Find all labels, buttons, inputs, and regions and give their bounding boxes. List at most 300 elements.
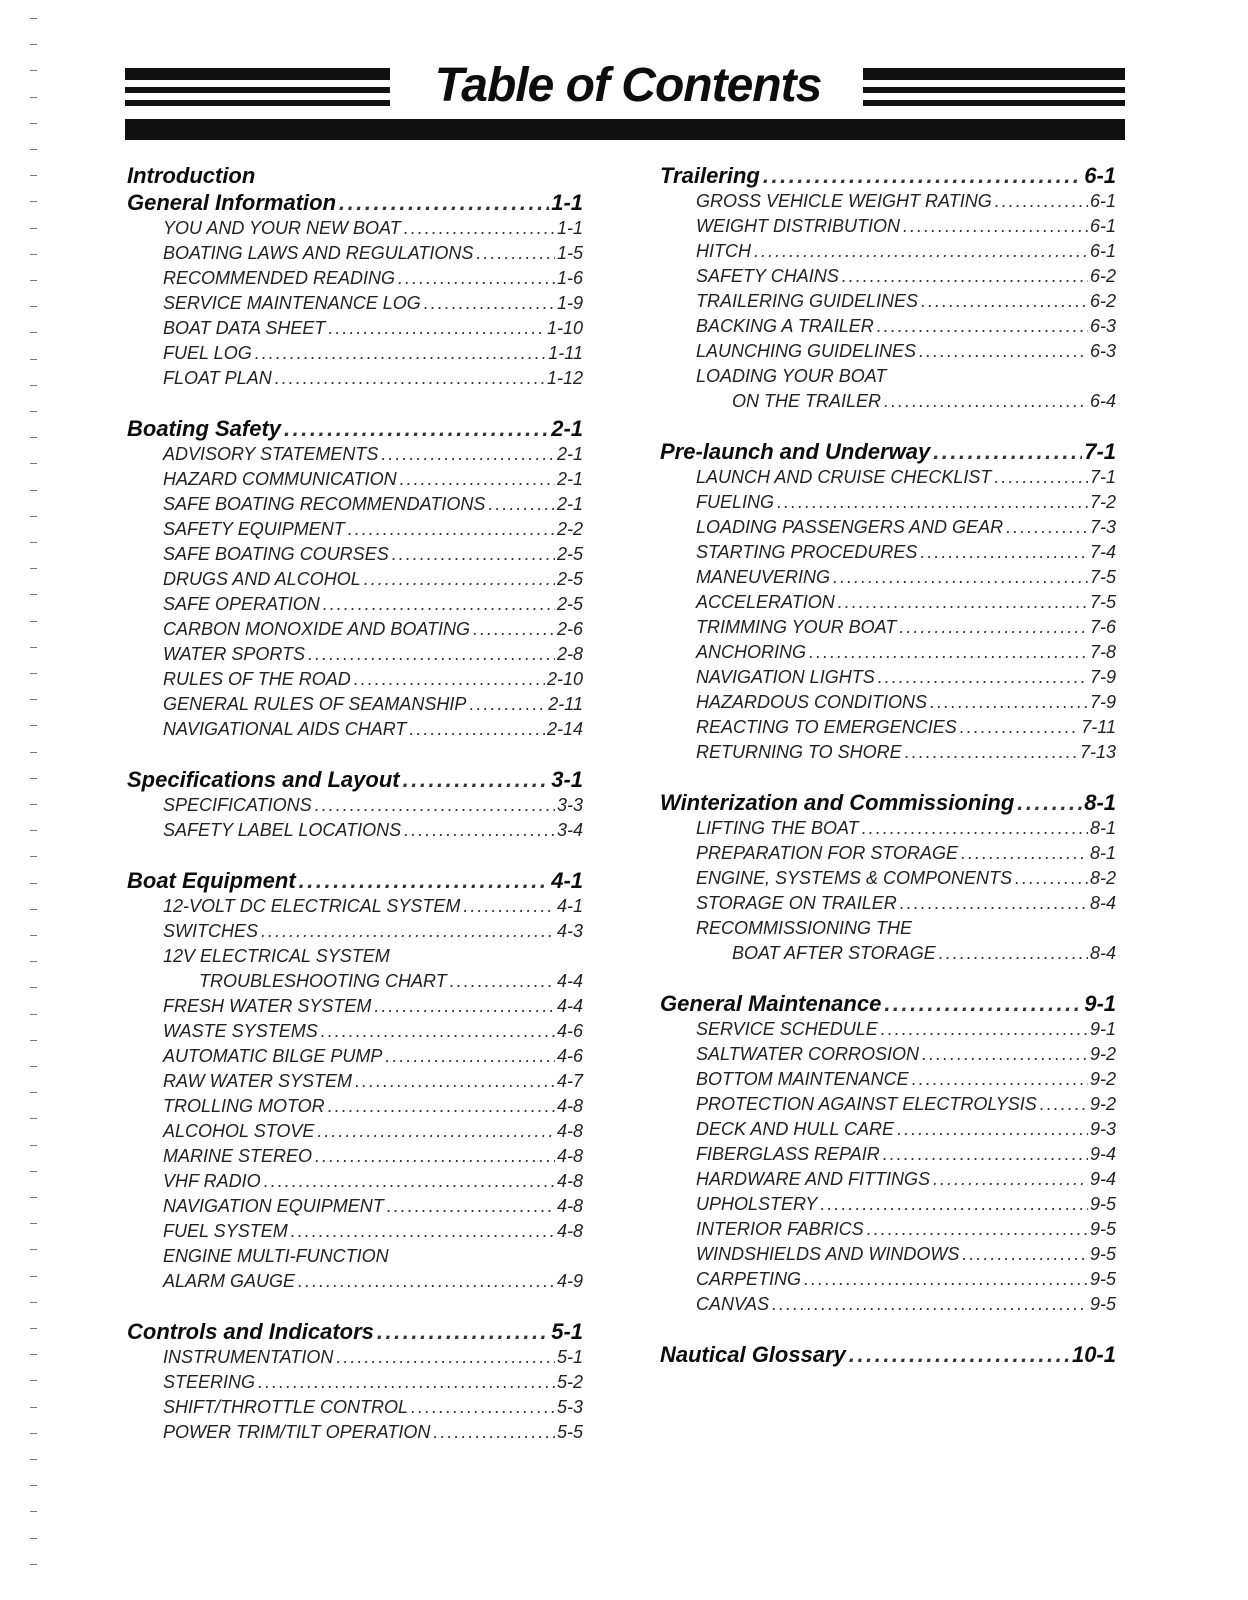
toc-page-number: 2-6 bbox=[556, 619, 583, 639]
toc-entry[interactable] bbox=[127, 1219, 583, 1244]
toc-entry[interactable] bbox=[660, 841, 1116, 866]
toc-entry-label: YOU AND YOUR NEW BOAT bbox=[163, 218, 401, 238]
toc-page-number: 8-1 bbox=[1089, 843, 1116, 863]
toc-page-number: 9-1 bbox=[1084, 991, 1116, 1016]
toc-page-number: 7-13 bbox=[1079, 742, 1116, 762]
toc-entry-label: GENERAL RULES OF SEAMANSHIP bbox=[163, 694, 467, 714]
toc-page-number: 8-4 bbox=[1089, 943, 1116, 963]
toc-entry[interactable] bbox=[660, 1042, 1116, 1067]
toc-section bbox=[127, 415, 583, 742]
dot-leader bbox=[1006, 515, 1088, 540]
toc-page-number: 1-6 bbox=[556, 268, 583, 288]
dot-leader bbox=[922, 1042, 1088, 1067]
toc-entry-label: SAFE BOATING COURSES bbox=[163, 544, 389, 564]
toc-entry[interactable] bbox=[127, 1370, 583, 1395]
toc-entry-label: FLOAT PLAN bbox=[163, 368, 272, 388]
toc-entry[interactable] bbox=[660, 490, 1116, 515]
toc-entry-label: CARBON MONOXIDE AND BOATING bbox=[163, 619, 471, 639]
dot-leader bbox=[258, 1370, 555, 1395]
toc-page-number: 4-8 bbox=[556, 1121, 583, 1141]
dot-leader bbox=[849, 1341, 1070, 1368]
toc-entry[interactable] bbox=[660, 264, 1116, 289]
toc-page-number: 5-5 bbox=[556, 1422, 583, 1442]
toc-entry-label: Nautical Glossary bbox=[660, 1342, 846, 1367]
toc-entry[interactable] bbox=[127, 592, 583, 617]
toc-entry[interactable] bbox=[660, 640, 1116, 665]
toc-section bbox=[660, 1341, 1116, 1368]
toc-entry[interactable] bbox=[660, 289, 1116, 314]
toc-page-number: 3-3 bbox=[556, 795, 583, 815]
toc-entry-label: VHF RADIO bbox=[163, 1171, 261, 1191]
toc-column-right bbox=[660, 162, 1116, 1392]
toc-entry-label: Trailering bbox=[660, 163, 760, 188]
toc-entry-label: Winterization and Commissioning bbox=[660, 790, 1015, 815]
dot-leader bbox=[884, 389, 1088, 414]
toc-entry[interactable] bbox=[660, 1067, 1116, 1092]
toc-page-number: 9-5 bbox=[1089, 1269, 1116, 1289]
dot-leader bbox=[404, 818, 555, 843]
toc-entry[interactable] bbox=[127, 316, 583, 341]
toc-section bbox=[127, 162, 583, 391]
toc-entry[interactable] bbox=[127, 1044, 583, 1069]
dot-leader bbox=[463, 894, 555, 919]
toc-section-heading[interactable] bbox=[660, 438, 1116, 465]
toc-page-number: 2-11 bbox=[548, 694, 583, 714]
toc-page-number: 9-2 bbox=[1089, 1094, 1116, 1114]
toc-page-number: 4-9 bbox=[556, 1271, 583, 1291]
toc-section bbox=[127, 766, 583, 843]
toc-entry-label: FUEL SYSTEM bbox=[163, 1221, 288, 1241]
toc-entry[interactable] bbox=[660, 214, 1116, 239]
dot-leader bbox=[328, 1094, 555, 1119]
toc-entry-label: RETURNING TO SHORE bbox=[696, 742, 902, 762]
toc-entry[interactable] bbox=[127, 1244, 583, 1269]
toc-entry[interactable] bbox=[660, 540, 1116, 565]
toc-page-number: 4-6 bbox=[556, 1021, 583, 1041]
binding-margin-marks bbox=[30, 18, 38, 1588]
dot-leader bbox=[317, 1119, 555, 1144]
dot-leader bbox=[398, 266, 555, 291]
toc-entry[interactable] bbox=[660, 615, 1116, 640]
toc-page-number: 9-2 bbox=[1089, 1044, 1116, 1064]
toc-page-number: 7-9 bbox=[1089, 667, 1116, 687]
toc-page-number: 2-5 bbox=[556, 569, 583, 589]
dot-leader bbox=[995, 189, 1088, 214]
toc-entry-label: FUELING bbox=[696, 492, 775, 512]
toc-entry-label: BOAT AFTER STORAGE bbox=[732, 943, 936, 963]
toc-entry-label: HAZARD COMMUNICATION bbox=[163, 469, 397, 489]
dot-leader bbox=[308, 642, 555, 667]
toc-entry-label: FUEL LOG bbox=[163, 343, 252, 363]
toc-entry-label: 12V ELECTRICAL SYSTEM bbox=[163, 946, 390, 966]
dot-leader bbox=[315, 1144, 555, 1169]
toc-entry-label: STEERING bbox=[163, 1372, 256, 1392]
toc-page-number: 8-1 bbox=[1089, 818, 1116, 838]
dot-leader bbox=[899, 615, 1088, 640]
toc-page-number: 6-1 bbox=[1084, 163, 1116, 188]
toc-entry-label: BOAT DATA SHEET bbox=[163, 318, 326, 338]
toc-entry[interactable] bbox=[127, 1094, 583, 1119]
toc-entry-label: ANCHORING bbox=[696, 642, 807, 662]
toc-entry[interactable] bbox=[127, 341, 583, 366]
toc-page-number: 4-4 bbox=[556, 971, 583, 991]
dot-leader bbox=[328, 316, 545, 341]
toc-entry[interactable] bbox=[127, 717, 583, 742]
toc-page-number: 7-5 bbox=[1089, 567, 1116, 587]
toc-entry-label: Pre-launch and Underway bbox=[660, 439, 931, 464]
toc-page-number: 2-10 bbox=[546, 669, 583, 689]
toc-entry-label: BOATING LAWS AND REGULATIONS bbox=[163, 243, 474, 263]
dot-leader bbox=[336, 1345, 555, 1370]
toc-entry[interactable] bbox=[660, 389, 1116, 414]
toc-entry[interactable] bbox=[660, 665, 1116, 690]
toc-entry[interactable] bbox=[660, 1292, 1116, 1317]
toc-entry-label: TROUBLESHOOTING CHART bbox=[199, 971, 447, 991]
dot-leader bbox=[392, 542, 555, 567]
toc-entry-label: PREPARATION FOR STORAGE bbox=[696, 843, 959, 863]
dot-leader bbox=[323, 592, 555, 617]
toc-entry-label: SAFETY CHAINS bbox=[696, 266, 839, 286]
toc-page-number: 4-4 bbox=[556, 996, 583, 1016]
toc-page-number: 7-3 bbox=[1089, 517, 1116, 537]
toc-entry[interactable] bbox=[127, 1144, 583, 1169]
dot-leader bbox=[315, 793, 555, 818]
toc-page-number: 9-5 bbox=[1089, 1194, 1116, 1214]
dot-leader bbox=[933, 1167, 1088, 1192]
dot-leader bbox=[994, 465, 1088, 490]
toc-entry[interactable] bbox=[127, 291, 583, 316]
toc-page-number: 8-4 bbox=[1089, 893, 1116, 913]
toc-page-number: 4-8 bbox=[556, 1146, 583, 1166]
dot-leader bbox=[1017, 789, 1082, 816]
toc-entry-label: NAVIGATION LIGHTS bbox=[696, 667, 875, 687]
toc-entry-label: SPECIFICATIONS bbox=[163, 795, 312, 815]
toc-entry[interactable] bbox=[660, 1167, 1116, 1192]
toc-entry-label: LAUNCH AND CRUISE CHECKLIST bbox=[696, 467, 992, 487]
dot-leader bbox=[469, 692, 546, 717]
toc-entry[interactable] bbox=[127, 994, 583, 1019]
toc-entry[interactable] bbox=[127, 919, 583, 944]
toc-page-number: 9-5 bbox=[1089, 1219, 1116, 1239]
dot-leader bbox=[385, 1044, 555, 1069]
dot-leader bbox=[962, 1242, 1088, 1267]
toc-column-left bbox=[127, 162, 583, 1469]
toc-entry[interactable] bbox=[127, 1395, 583, 1420]
dot-leader bbox=[905, 740, 1078, 765]
toc-entry-label: FIBERGLASS REPAIR bbox=[696, 1144, 880, 1164]
toc-entry[interactable] bbox=[127, 617, 583, 642]
toc-entry-label: INTERIOR FABRICS bbox=[696, 1219, 864, 1239]
toc-page-number: 5-1 bbox=[556, 1347, 583, 1367]
toc-entry[interactable] bbox=[127, 944, 583, 969]
dot-leader bbox=[884, 990, 1082, 1017]
dot-leader bbox=[409, 717, 545, 742]
toc-section-heading[interactable] bbox=[660, 990, 1116, 1017]
toc-entry-label: SWITCHES bbox=[163, 921, 259, 941]
toc-entry[interactable] bbox=[660, 1242, 1116, 1267]
toc-page-number: 4-8 bbox=[556, 1221, 583, 1241]
dot-leader bbox=[275, 366, 545, 391]
toc-entry[interactable] bbox=[127, 467, 583, 492]
toc-section bbox=[660, 162, 1116, 414]
toc-section-heading[interactable] bbox=[127, 189, 583, 216]
toc-page-number: 1-1 bbox=[556, 218, 583, 238]
dot-leader bbox=[348, 517, 555, 542]
toc-page-number: 2-5 bbox=[556, 594, 583, 614]
dot-leader bbox=[364, 567, 555, 592]
toc-entry[interactable] bbox=[660, 715, 1116, 740]
toc-page-number: 5-3 bbox=[556, 1397, 583, 1417]
toc-entry-label: WATER SPORTS bbox=[163, 644, 306, 664]
toc-entry-label: TRAILERING GUIDELINES bbox=[696, 291, 919, 311]
toc-entry[interactable] bbox=[127, 1019, 583, 1044]
toc-entry[interactable] bbox=[660, 239, 1116, 264]
toc-entry-label: REACTING TO EMERGENCIES bbox=[696, 717, 957, 737]
toc-entry[interactable] bbox=[127, 1169, 583, 1194]
dot-leader bbox=[842, 264, 1088, 289]
dot-leader bbox=[339, 189, 549, 216]
toc-entry[interactable] bbox=[127, 241, 583, 266]
toc-entry-label: Controls and Indicators bbox=[127, 1319, 374, 1344]
toc-page-number: 10-1 bbox=[1071, 1342, 1116, 1367]
dot-leader bbox=[450, 969, 555, 994]
toc-entry[interactable] bbox=[660, 339, 1116, 364]
toc-page-number: 4-8 bbox=[556, 1196, 583, 1216]
dot-leader bbox=[255, 341, 547, 366]
toc-entry[interactable] bbox=[660, 590, 1116, 615]
toc-entry[interactable] bbox=[127, 542, 583, 567]
dot-leader bbox=[862, 816, 1088, 841]
toc-entry[interactable] bbox=[127, 1269, 583, 1294]
toc-entry[interactable] bbox=[660, 866, 1116, 891]
dot-leader bbox=[867, 1217, 1088, 1242]
page-header bbox=[125, 59, 1125, 142]
dot-leader bbox=[897, 1117, 1088, 1142]
dot-leader bbox=[1015, 866, 1088, 891]
toc-entry[interactable] bbox=[127, 366, 583, 391]
dot-leader bbox=[377, 1318, 549, 1345]
dot-leader bbox=[804, 1267, 1088, 1292]
toc-page-number: 9-4 bbox=[1089, 1144, 1116, 1164]
dot-leader bbox=[903, 214, 1088, 239]
toc-entry[interactable] bbox=[660, 1267, 1116, 1292]
toc-entry-label: SAFETY LABEL LOCATIONS bbox=[163, 820, 402, 840]
toc-entry-label: ENGINE, SYSTEMS & COMPONENTS bbox=[696, 868, 1013, 888]
toc-entry[interactable] bbox=[127, 692, 583, 717]
dot-leader bbox=[921, 289, 1088, 314]
toc-entry-label: RECOMMENDED READING bbox=[163, 268, 396, 288]
toc-entry[interactable] bbox=[660, 1017, 1116, 1042]
toc-entry-label: ALARM GAUGE bbox=[163, 1271, 296, 1291]
toc-entry-label: TRIMMING YOUR BOAT bbox=[696, 617, 897, 637]
toc-section-heading[interactable] bbox=[660, 1341, 1116, 1368]
dot-leader bbox=[403, 766, 550, 793]
toc-entry[interactable] bbox=[660, 941, 1116, 966]
dot-leader bbox=[404, 216, 555, 241]
toc-section-heading[interactable] bbox=[127, 867, 583, 894]
toc-entry[interactable] bbox=[127, 492, 583, 517]
dot-leader bbox=[374, 994, 555, 1019]
toc-entry-label: 12-VOLT DC ELECTRICAL SYSTEM bbox=[163, 896, 461, 916]
toc-entry[interactable] bbox=[127, 793, 583, 818]
toc-section-heading[interactable] bbox=[127, 415, 583, 442]
toc-page-number: 8-1 bbox=[1084, 790, 1116, 815]
dot-leader bbox=[833, 565, 1088, 590]
toc-entry-label: MANEUVERING bbox=[696, 567, 831, 587]
toc-entry-label: FRESH WATER SYSTEM bbox=[163, 996, 372, 1016]
toc-page-number: 6-2 bbox=[1089, 266, 1116, 286]
toc-entry[interactable] bbox=[127, 667, 583, 692]
toc-entry-label: ALCOHOL STOVE bbox=[163, 1121, 315, 1141]
toc-section-heading[interactable] bbox=[660, 162, 1116, 189]
toc-entry-label: STORAGE ON TRAILER bbox=[696, 893, 897, 913]
toc-entry-label: ON THE TRAILER bbox=[732, 391, 882, 411]
toc-entry[interactable] bbox=[127, 894, 583, 919]
dot-leader bbox=[411, 1395, 555, 1420]
toc-section-heading[interactable] bbox=[127, 1318, 583, 1345]
toc-entry[interactable] bbox=[660, 1217, 1116, 1242]
toc-page-number: 4-7 bbox=[556, 1071, 583, 1091]
toc-page-number: 1-12 bbox=[546, 368, 583, 388]
toc-section bbox=[127, 1318, 583, 1445]
toc-page-number: 1-9 bbox=[556, 293, 583, 313]
toc-entry[interactable] bbox=[660, 189, 1116, 214]
dot-leader bbox=[878, 665, 1088, 690]
toc-entry[interactable] bbox=[127, 1194, 583, 1219]
toc-page-number: 8-2 bbox=[1089, 868, 1116, 888]
toc-entry-label: SALTWATER CORROSION bbox=[696, 1044, 920, 1064]
toc-entry[interactable] bbox=[127, 567, 583, 592]
toc-entry-label: HAZARDOUS CONDITIONS bbox=[696, 692, 928, 712]
dot-leader bbox=[930, 690, 1088, 715]
dot-leader bbox=[920, 540, 1088, 565]
toc-page-number: 6-1 bbox=[1089, 241, 1116, 261]
toc-page-number: 1-1 bbox=[551, 190, 583, 215]
dot-leader bbox=[777, 490, 1088, 515]
toc-page-number: 3-1 bbox=[551, 767, 583, 792]
toc-entry[interactable] bbox=[660, 314, 1116, 339]
dot-leader bbox=[1040, 1092, 1088, 1117]
toc-entry[interactable] bbox=[127, 969, 583, 994]
toc-page-number: 7-4 bbox=[1089, 542, 1116, 562]
toc-entry-label: WASTE SYSTEMS bbox=[163, 1021, 318, 1041]
toc-page-number: 9-5 bbox=[1089, 1244, 1116, 1264]
toc-entry[interactable] bbox=[127, 642, 583, 667]
toc-entry-label: NAVIGATION EQUIPMENT bbox=[163, 1196, 384, 1216]
toc-entry[interactable] bbox=[660, 740, 1116, 765]
toc-entry[interactable] bbox=[660, 364, 1116, 389]
toc-page-number: 7-6 bbox=[1089, 617, 1116, 637]
toc-section-heading[interactable] bbox=[127, 766, 583, 793]
dot-leader bbox=[387, 1194, 555, 1219]
toc-page-number: 2-1 bbox=[556, 469, 583, 489]
toc-entry[interactable] bbox=[127, 1119, 583, 1144]
toc-entry-label: RAW WATER SYSTEM bbox=[163, 1071, 353, 1091]
toc-entry[interactable] bbox=[660, 465, 1116, 490]
toc-entry[interactable] bbox=[660, 515, 1116, 540]
dot-leader bbox=[939, 941, 1088, 966]
dot-leader bbox=[883, 1142, 1088, 1167]
dot-leader bbox=[284, 415, 549, 442]
dot-leader bbox=[354, 667, 545, 692]
toc-entry-label: RULES OF THE ROAD bbox=[163, 669, 351, 689]
toc-section-heading[interactable] bbox=[127, 162, 583, 189]
toc-page-number: 2-1 bbox=[551, 416, 583, 441]
toc-page-number: 7-1 bbox=[1089, 467, 1116, 487]
toc-entry-label: Boat Equipment bbox=[127, 868, 296, 893]
toc-section bbox=[660, 789, 1116, 966]
toc-entry-label: AUTOMATIC BILGE PUMP bbox=[163, 1046, 383, 1066]
toc-section bbox=[660, 990, 1116, 1317]
toc-page-number: 9-1 bbox=[1089, 1019, 1116, 1039]
toc-entry[interactable] bbox=[660, 916, 1116, 941]
toc-entry-label: Specifications and Layout bbox=[127, 767, 400, 792]
toc-page-number: 7-9 bbox=[1089, 692, 1116, 712]
toc-entry-label: BOTTOM MAINTENANCE bbox=[696, 1069, 909, 1089]
toc-page-number: 7-11 bbox=[1081, 717, 1116, 737]
toc-section bbox=[660, 438, 1116, 765]
dot-leader bbox=[820, 1192, 1088, 1217]
toc-entry[interactable] bbox=[660, 816, 1116, 841]
toc-entry-label: SHIFT/THROTTLE CONTROL bbox=[163, 1397, 409, 1417]
toc-entry[interactable] bbox=[127, 818, 583, 843]
dot-leader bbox=[754, 239, 1088, 264]
toc-entry-label: ENGINE MULTI-FUNCTION bbox=[163, 1246, 389, 1266]
toc-entry-label: HITCH bbox=[696, 241, 751, 261]
toc-page-number: 6-1 bbox=[1089, 216, 1116, 236]
toc-entry[interactable] bbox=[127, 1345, 583, 1370]
toc-entry[interactable] bbox=[660, 1192, 1116, 1217]
toc-page-number: 9-5 bbox=[1089, 1294, 1116, 1314]
dot-leader bbox=[900, 891, 1088, 916]
toc-entry[interactable] bbox=[660, 690, 1116, 715]
toc-entry-label: STARTING PROCEDURES bbox=[696, 542, 918, 562]
toc-entry[interactable] bbox=[127, 266, 583, 291]
dot-leader bbox=[264, 1169, 555, 1194]
toc-section bbox=[127, 867, 583, 1294]
header-bars-left bbox=[125, 68, 390, 113]
toc-page-number: 5-1 bbox=[551, 1319, 583, 1344]
toc-entry[interactable] bbox=[660, 1142, 1116, 1167]
toc-page-number: 6-3 bbox=[1089, 341, 1116, 361]
toc-entry[interactable] bbox=[127, 517, 583, 542]
toc-entry-label: LIFTING THE BOAT bbox=[696, 818, 859, 838]
toc-entry-label: SAFE OPERATION bbox=[163, 594, 320, 614]
toc-entry[interactable] bbox=[127, 442, 583, 467]
toc-entry-label: Introduction bbox=[127, 163, 256, 188]
toc-entry[interactable] bbox=[127, 216, 583, 241]
toc-entry[interactable] bbox=[127, 1420, 583, 1445]
dot-leader bbox=[355, 1069, 555, 1094]
dot-leader bbox=[488, 492, 555, 517]
toc-entry-label: General Information bbox=[127, 190, 337, 215]
toc-page-number: 2-5 bbox=[556, 544, 583, 564]
toc-entry[interactable] bbox=[660, 565, 1116, 590]
toc-entry[interactable] bbox=[660, 1117, 1116, 1142]
toc-entry-label: CARPETING bbox=[696, 1269, 802, 1289]
dot-leader bbox=[960, 715, 1080, 740]
toc-entry[interactable] bbox=[660, 1092, 1116, 1117]
toc-entry-label: PROTECTION AGAINST ELECTROLYSIS bbox=[696, 1094, 1037, 1114]
toc-section-heading[interactable] bbox=[660, 789, 1116, 816]
toc-entry-label: BACKING A TRAILER bbox=[696, 316, 874, 336]
toc-entry-label: CANVAS bbox=[696, 1294, 770, 1314]
toc-page-number: 7-1 bbox=[1084, 439, 1116, 464]
toc-page-number: 4-1 bbox=[551, 868, 583, 893]
toc-page-number: 2-8 bbox=[556, 644, 583, 664]
toc-entry[interactable] bbox=[660, 891, 1116, 916]
toc-entry[interactable] bbox=[127, 1069, 583, 1094]
